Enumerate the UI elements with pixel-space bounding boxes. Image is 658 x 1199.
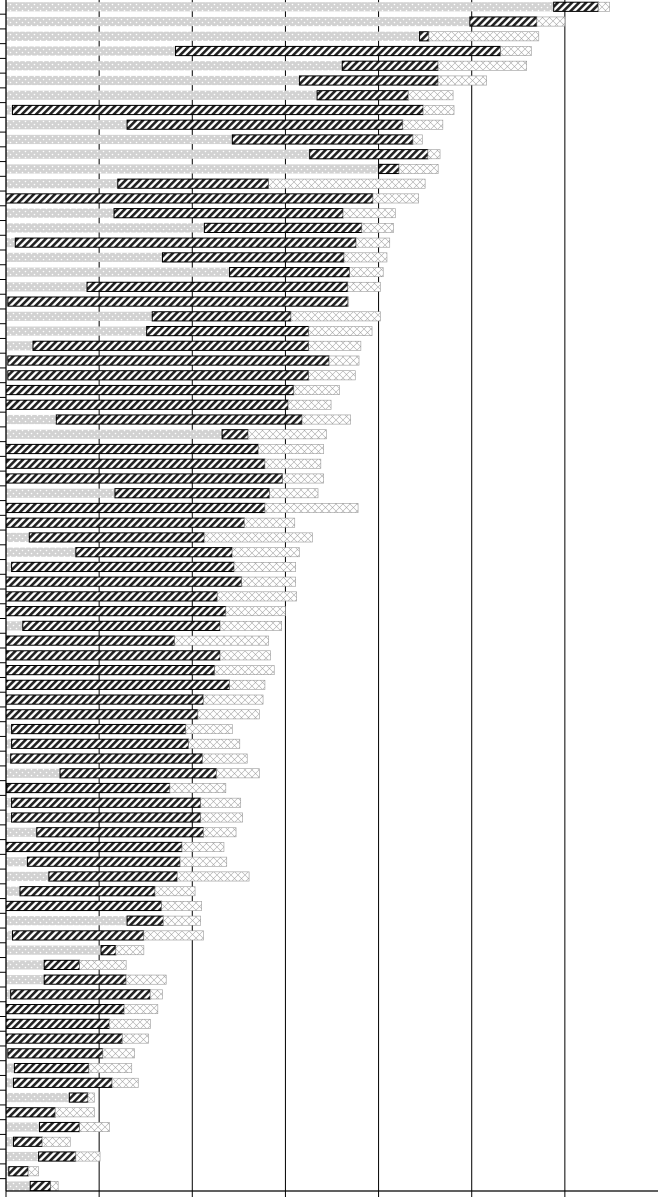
- bar-segment-c-81: [51, 1181, 58, 1190]
- bar-segment-a-75: [6, 1093, 69, 1102]
- bar-segment-c-36: [244, 518, 294, 527]
- bar-segment-c-40: [242, 577, 296, 586]
- bar-segment-c-53: [217, 769, 260, 778]
- bar-segment-a-74: [6, 1078, 13, 1087]
- bar-segment-b-21: [8, 297, 348, 306]
- bars: [6, 2, 610, 1190]
- bar-segment-b-74: [13, 1078, 112, 1087]
- bar-segment-c-6: [438, 76, 486, 85]
- bar-segment-a-8: [6, 105, 13, 114]
- bar-segment-a-64: [6, 931, 13, 940]
- bar-segment-b-23: [147, 326, 309, 335]
- bar-segment-b-45: [6, 651, 220, 660]
- bar-segment-b-27: [6, 385, 294, 394]
- bar-segment-c-39: [234, 562, 295, 571]
- bar-segment-c-1: [598, 2, 609, 11]
- bar-segment-b-67: [44, 975, 126, 984]
- bar-segment-c-64: [144, 931, 204, 940]
- bar-segment-b-44: [6, 636, 175, 645]
- bar-segment-b-14: [6, 194, 373, 203]
- bar-segment-a-79: [6, 1152, 39, 1161]
- bar-segment-b-71: [6, 1034, 122, 1043]
- bar-segment-b-50: [12, 724, 186, 733]
- bar-segment-c-42: [226, 607, 286, 616]
- bar-segment-c-37: [204, 533, 312, 542]
- bar-segment-a-19: [6, 268, 230, 277]
- bar-segment-b-28: [6, 400, 288, 409]
- bar-segment-b-46: [6, 666, 215, 675]
- bar-segment-a-50: [6, 724, 12, 733]
- bar-segment-c-4: [501, 46, 532, 55]
- bar-segment-b-58: [6, 842, 182, 851]
- bar-segment-c-20: [348, 282, 381, 291]
- bar-segment-c-27: [294, 385, 340, 394]
- bar-segment-c-29: [302, 415, 350, 424]
- bar-segment-c-17: [356, 238, 390, 247]
- bar-segment-b-56: [12, 813, 201, 822]
- bar-segment-b-55: [12, 798, 201, 807]
- bar-segment-a-56: [6, 813, 12, 822]
- bar-segment-b-43: [23, 621, 220, 630]
- bar-segment-c-30: [248, 430, 326, 439]
- bar-segment-c-68: [150, 990, 162, 999]
- bar-segment-c-24: [309, 341, 361, 350]
- bar-segment-b-5: [342, 61, 438, 70]
- bar-segment-c-61: [155, 887, 195, 896]
- bar-segment-a-61: [6, 887, 20, 896]
- bar-segment-a-77: [6, 1122, 40, 1131]
- bar-segment-a-15: [6, 209, 114, 218]
- bar-segment-c-11: [428, 150, 440, 159]
- bar-segment-b-4: [176, 46, 501, 55]
- bar-segment-b-77: [40, 1122, 80, 1131]
- bar-segment-c-45: [220, 651, 270, 660]
- bar-segment-a-39: [6, 562, 12, 571]
- bar-segment-c-50: [186, 724, 233, 733]
- bar-segment-c-63: [163, 916, 200, 925]
- bar-segment-b-40: [6, 577, 242, 586]
- bar-segment-b-24: [33, 341, 309, 350]
- bar-segment-b-2: [470, 17, 537, 26]
- bar-segment-b-8: [13, 105, 424, 114]
- bar-segment-b-26: [8, 371, 309, 380]
- bar-segment-a-78: [6, 1137, 13, 1146]
- bar-segment-a-34: [6, 489, 115, 498]
- bar-segment-b-62: [6, 901, 162, 910]
- bar-segment-a-3: [6, 32, 420, 41]
- bar-segment-c-57: [203, 828, 236, 837]
- bar-segment-a-11: [6, 150, 310, 159]
- bar-segment-b-51: [12, 739, 189, 748]
- bar-segment-c-8: [423, 105, 454, 114]
- bar-segment-a-53: [6, 769, 60, 778]
- bar-segment-b-73: [14, 1063, 89, 1072]
- bar-segment-b-3: [420, 32, 429, 41]
- bar-segment-a-65: [6, 946, 101, 955]
- bar-segment-b-29: [56, 415, 302, 424]
- bar-segment-b-39: [12, 562, 235, 571]
- bar-segment-b-49: [6, 710, 198, 719]
- bar-segment-c-35: [265, 503, 358, 512]
- bar-segment-a-30: [6, 430, 222, 439]
- bar-segment-b-15: [114, 209, 343, 218]
- bar-segment-b-33: [6, 474, 283, 483]
- bar-segment-c-66: [80, 960, 127, 969]
- bar-segment-b-68: [11, 990, 151, 999]
- bar-segment-c-60: [177, 872, 249, 881]
- bar-segment-b-1: [554, 2, 599, 11]
- bar-segment-a-67: [6, 975, 44, 984]
- bar-segment-c-13: [269, 179, 425, 188]
- bar-segment-b-80: [9, 1167, 29, 1176]
- bar-segment-c-18: [344, 253, 387, 262]
- bar-segment-c-5: [438, 61, 526, 70]
- bar-segment-a-73: [6, 1063, 14, 1072]
- bar-segment-c-14: [373, 194, 419, 203]
- bar-segment-b-81: [30, 1181, 50, 1190]
- bar-segment-b-25: [8, 356, 329, 365]
- bar-segment-b-70: [6, 1019, 109, 1028]
- bar-segment-b-75: [69, 1093, 88, 1102]
- bar-segment-c-56: [201, 813, 243, 822]
- bar-segment-a-81: [6, 1181, 30, 1190]
- bar-segment-b-76: [6, 1108, 55, 1117]
- bar-segment-a-7: [6, 91, 317, 100]
- bar-segment-b-66: [44, 960, 79, 969]
- bar-segment-b-48: [6, 695, 203, 704]
- bar-segment-a-59: [6, 857, 27, 866]
- bar-segment-b-6: [299, 76, 438, 85]
- bar-segment-c-77: [80, 1122, 110, 1131]
- bar-segment-c-7: [408, 91, 453, 100]
- bar-segment-c-46: [215, 666, 275, 675]
- bar-segment-b-12: [379, 164, 399, 173]
- bar-segment-c-31: [258, 444, 323, 453]
- bar-segment-c-62: [162, 901, 202, 910]
- bar-segment-b-69: [6, 1005, 124, 1014]
- bar-segment-a-6: [6, 76, 299, 85]
- bar-segment-a-51: [6, 739, 12, 748]
- bar-segment-c-78: [42, 1137, 70, 1146]
- bar-segment-c-26: [309, 371, 356, 380]
- bar-segment-b-41: [6, 592, 217, 601]
- bar-segment-b-32: [6, 459, 265, 468]
- bar-segment-b-79: [39, 1152, 76, 1161]
- bar-segment-a-17: [6, 238, 15, 247]
- bar-segment-c-21: [348, 297, 349, 306]
- bar-segment-c-47: [230, 680, 265, 689]
- bar-segment-a-38: [6, 548, 76, 557]
- bar-segment-a-20: [6, 282, 87, 291]
- bar-segment-a-9: [6, 120, 127, 129]
- bar-segment-c-28: [288, 400, 331, 409]
- bar-segment-c-10: [413, 135, 422, 144]
- bar-segment-a-10: [6, 135, 232, 144]
- bar-segment-c-9: [403, 120, 443, 129]
- bar-segment-b-61: [20, 887, 155, 896]
- bar-segment-b-64: [13, 931, 144, 940]
- bar-segment-c-59: [180, 857, 227, 866]
- bar-segment-b-59: [27, 857, 180, 866]
- bar-segment-c-41: [217, 592, 296, 601]
- bar-segment-b-11: [310, 150, 428, 159]
- bar-segment-c-48: [203, 695, 263, 704]
- bar-segment-a-22: [6, 312, 152, 321]
- bar-segment-b-30: [222, 430, 248, 439]
- bar-segment-c-54: [170, 783, 226, 792]
- bar-segment-c-52: [203, 754, 248, 763]
- bar-segment-b-53: [60, 769, 216, 778]
- bar-segment-c-55: [201, 798, 241, 807]
- bar-segment-c-23: [309, 326, 372, 335]
- bar-segment-b-65: [101, 946, 116, 955]
- bar-segment-c-58: [182, 842, 224, 851]
- bar-segment-c-74: [112, 1078, 138, 1087]
- bar-segment-b-42: [6, 607, 226, 616]
- bar-segment-b-37: [29, 533, 204, 542]
- bar-segment-c-73: [89, 1063, 132, 1072]
- bar-segment-b-63: [127, 916, 163, 925]
- bar-segment-a-57: [6, 828, 37, 837]
- bar-segment-c-75: [88, 1093, 95, 1102]
- bar-segment-a-18: [6, 253, 162, 262]
- bar-segment-a-16: [6, 223, 204, 232]
- bar-segment-b-9: [127, 120, 403, 129]
- bar-segment-a-1: [6, 2, 554, 11]
- bar-segment-b-13: [118, 179, 269, 188]
- bar-segment-b-18: [162, 253, 344, 262]
- bar-segment-c-32: [265, 459, 321, 468]
- bar-segment-c-72: [103, 1049, 135, 1058]
- bar-segment-c-22: [291, 312, 380, 321]
- bar-segment-c-15: [343, 209, 395, 218]
- bar-segment-c-44: [175, 636, 269, 645]
- bar-segment-a-37: [6, 533, 29, 542]
- bar-segment-a-2: [6, 17, 470, 26]
- bar-segment-b-22: [152, 312, 291, 321]
- bar-segment-c-65: [116, 946, 144, 955]
- bar-segment-a-66: [6, 960, 44, 969]
- bar-segment-c-2: [537, 17, 565, 26]
- bar-segment-c-67: [126, 975, 166, 984]
- bar-segment-b-52: [11, 754, 203, 763]
- bar-segment-a-68: [6, 990, 11, 999]
- bar-segment-b-10: [232, 135, 413, 144]
- bar-segment-a-12: [6, 164, 379, 173]
- bar-segment-c-33: [283, 474, 324, 483]
- bar-segment-a-52: [6, 754, 11, 763]
- bar-segment-c-51: [189, 739, 240, 748]
- bar-segment-a-13: [6, 179, 118, 188]
- bar-segment-b-54: [7, 783, 170, 792]
- bar-segment-c-25: [329, 356, 359, 365]
- bar-segment-a-4: [6, 46, 176, 55]
- bar-segment-b-31: [6, 444, 258, 453]
- bar-segment-c-80: [28, 1167, 38, 1176]
- bar-segment-c-71: [122, 1034, 148, 1043]
- bar-segment-c-49: [198, 710, 259, 719]
- bar-segment-c-76: [55, 1108, 94, 1117]
- bar-segment-c-79: [76, 1152, 100, 1161]
- bar-segment-c-70: [109, 1019, 150, 1028]
- bar-segment-b-57: [37, 828, 204, 837]
- bar-segment-a-55: [6, 798, 12, 807]
- bar-segment-c-16: [362, 223, 394, 232]
- bar-segment-c-43: [220, 621, 281, 630]
- bar-segment-b-78: [13, 1137, 42, 1146]
- bar-segment-c-3: [429, 32, 539, 41]
- bar-segment-b-19: [230, 268, 350, 277]
- bar-segment-b-38: [76, 548, 232, 557]
- bar-segment-a-24: [6, 341, 33, 350]
- bar-segment-a-23: [6, 326, 147, 335]
- bar-segment-b-72: [8, 1049, 103, 1058]
- bar-segment-b-7: [317, 91, 408, 100]
- bar-segment-c-12: [399, 164, 438, 173]
- bar-segment-b-36: [6, 518, 244, 527]
- bar-segment-c-19: [350, 268, 384, 277]
- bar-segment-b-35: [6, 503, 265, 512]
- bar-segment-c-34: [270, 489, 318, 498]
- bar-segment-b-20: [87, 282, 348, 291]
- bar-segment-b-60: [49, 872, 178, 881]
- bar-segment-a-63: [6, 916, 127, 925]
- bar-segment-a-60: [6, 872, 49, 881]
- bar-segment-b-16: [204, 223, 361, 232]
- bar-segment-a-29: [6, 415, 56, 424]
- bar-segment-b-47: [6, 680, 230, 689]
- bar-segment-c-38: [232, 548, 299, 557]
- bar-segment-c-69: [124, 1005, 158, 1014]
- bar-segment-b-34: [115, 489, 270, 498]
- bar-segment-a-43: [6, 621, 23, 630]
- bar-segment-a-5: [6, 61, 342, 70]
- bar-segment-b-17: [15, 238, 356, 247]
